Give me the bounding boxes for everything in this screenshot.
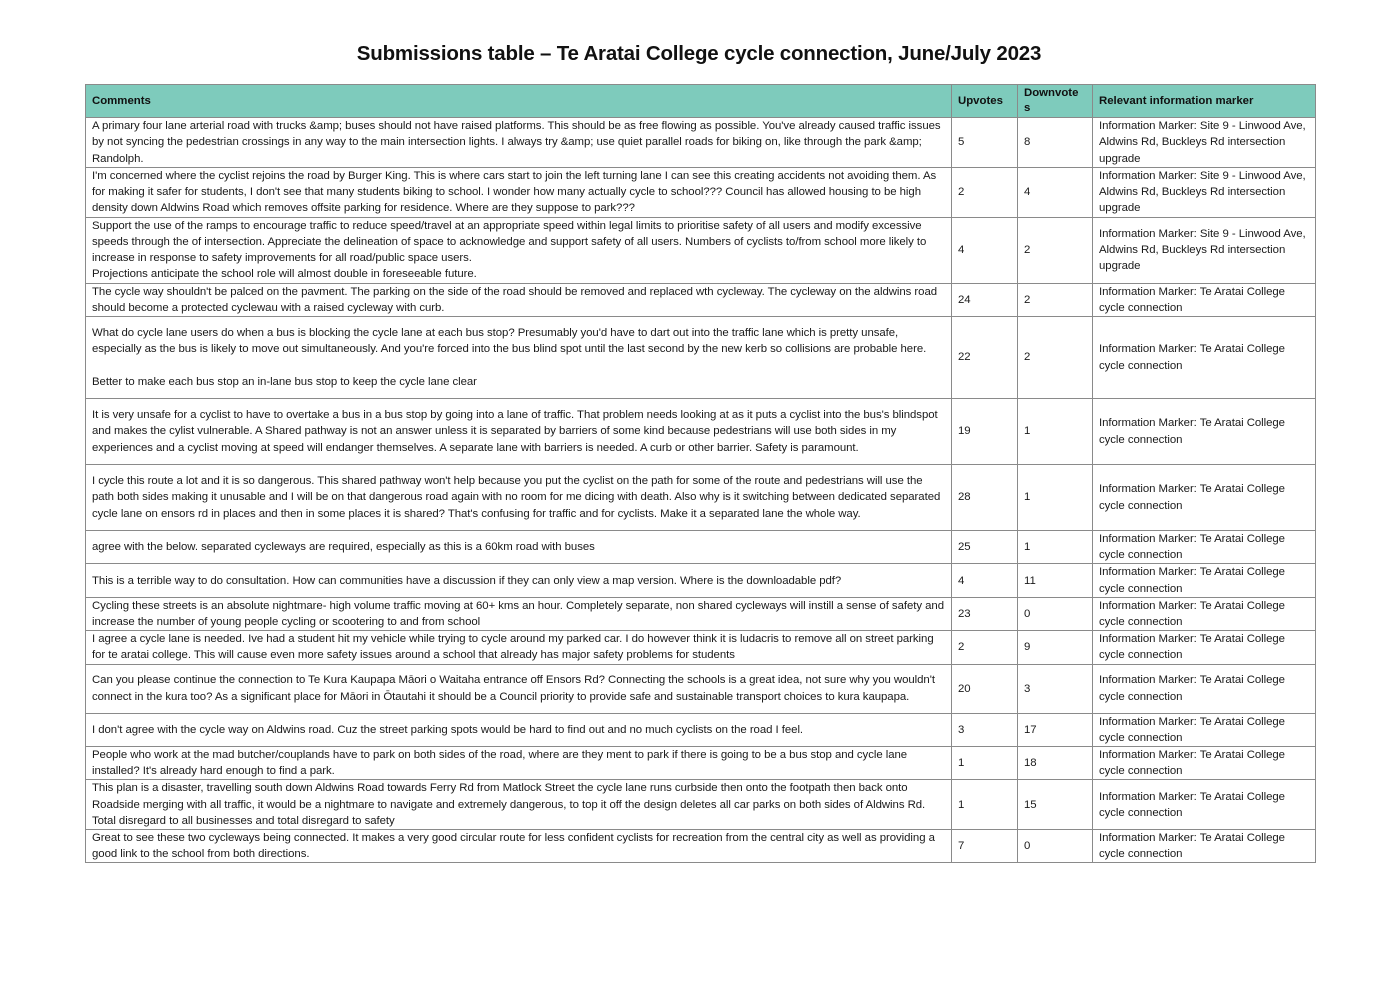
- comment-cell: I don't agree with the cycle way on Aldwins road. Cuz the street parking spots would be hard to find out and no much cyclists on the road I feel.: [86, 713, 952, 746]
- marker-cell: Information Marker: Te Aratai College cycle connection: [1093, 317, 1316, 399]
- marker-cell: Information Marker: Te Aratai College cycle connection: [1093, 631, 1316, 664]
- header-upvotes: Upvotes: [952, 85, 1018, 118]
- table-row: [86, 780, 1316, 830]
- table-row: [86, 399, 1316, 465]
- marker-cell: Information Marker: Site 9 - Linwood Ave, Aldwins Rd, Buckleys Rd intersection upgrade: [1093, 118, 1316, 168]
- page-title: Submissions table – Te Aratai College cycle connection, June/July 2023: [356, 42, 1042, 65]
- marker-cell: Information Marker: Te Aratai College cycle connection: [1093, 664, 1316, 713]
- comment-cell: This plan is a disaster, travelling south down Aldwins Road towards Ferry Rd from Matlock Street the cycle lane runs curbside then onto the footpath then back onto Roadside merging with all traffic, it would be a nightmare to navigate and extremely dangerous, to top it off the design deletes all car parks on both sides of Aldwins Rd. Total disregard to all businesses and total disregard to safety: [86, 780, 952, 830]
- table-row: [86, 713, 1316, 746]
- comment-cell: Support the use of the ramps to encourage traffic to reduce speed/travel at an appropriate speed within legal limits to prioritise safety of all users and modify excessive speeds through the of intersection. Appreciate the delineation of space to acknowledge and support safety of all users. Numbers of cyclists to/from school more likely to increase in response to safety improvements for all road/public space users. Projections anticipate the school role will almost double in foreseeable future.: [86, 217, 952, 283]
- table-row: [86, 531, 1316, 564]
- downvotes-cell: 2: [1018, 283, 1093, 316]
- comment-cell: Can you please continue the connection to Te Kura Kaupapa Māori o Waitaha entrance off Ensors Rd? Connecting the schools is a great idea, not sure why you wouldn't connect in the kura too? As a significant place for Māori in Ōtautahi it should be a Council priority to provide safe and sustainable transport choices to kura kaupapa.: [86, 664, 952, 713]
- table-header-row: [86, 85, 1316, 118]
- table-row: [86, 747, 1316, 780]
- comment-cell: A primary four lane arterial road with trucks &amp; buses should not have raised platforms. This should be as free flowing as possible. You've already caused traffic issues by not syncing the pedestrian crossings in any way to the main intersection lights. I always try &amp; use quiet parallel roads for biking on, like through the park &amp; Randolph.: [86, 118, 952, 168]
- comment-cell: Cycling these streets is an absolute nightmare- high volume traffic moving at 60+ kms an hour. Completely separate, non shared cycleways will instill a sense of safety and increase the number of young people cycling or scootering to and from school: [86, 597, 952, 630]
- table-row: [86, 118, 1316, 168]
- header-downvotes: Downvote s: [1018, 85, 1093, 118]
- header-marker: Relevant information marker: [1093, 85, 1316, 118]
- table-row: [86, 597, 1316, 630]
- upvotes-cell: 23: [952, 597, 1018, 630]
- comment-cell: I agree a cycle lane is needed. Ive had a student hit my vehicle while trying to cycle around my parked car. I do however think it is ludacris to remove all on street parking for te aratai college. This will cause even more safety issues around a school that already has major safety problems for students: [86, 631, 952, 664]
- comment-cell: agree with the below. separated cycleways are required, especially as this is a 60km road with buses: [86, 531, 952, 564]
- downvotes-cell: 0: [1018, 830, 1093, 863]
- comment-cell: I cycle this route a lot and it is so dangerous. This shared pathway won't help because you put the cyclist on the path for some of the route and pedestrians will use the path both sides making it unusable and I will be on that dangerous road again with no room for me dicing with death. Also why is it switching between dedicated separated cycle lane on ensors rd in places and then in some places it is shared? That's confusing for traffic and for cyclists. Make it a separated lane the whole way.: [86, 465, 952, 531]
- upvotes-cell: 24: [952, 283, 1018, 316]
- marker-cell: Information Marker: Site 9 - Linwood Ave, Aldwins Rd, Buckleys Rd intersection upgrade: [1093, 217, 1316, 283]
- downvotes-cell: 1: [1018, 531, 1093, 564]
- downvotes-cell: 2: [1018, 317, 1093, 399]
- marker-cell: Information Marker: Te Aratai College cycle connection: [1093, 465, 1316, 531]
- comment-cell: The cycle way shouldn't be palced on the pavment. The parking on the side of the road should be removed and replaced wth cycleway. The cycleway on the aldwins road should become a protected cyclewau with a raised cycleway with curb.: [86, 283, 952, 316]
- downvotes-cell: 3: [1018, 664, 1093, 713]
- upvotes-cell: 2: [952, 168, 1018, 218]
- upvotes-cell: 25: [952, 531, 1018, 564]
- downvotes-cell: 0: [1018, 597, 1093, 630]
- marker-cell: Information Marker: Te Aratai College cycle connection: [1093, 531, 1316, 564]
- downvotes-cell: 15: [1018, 780, 1093, 830]
- marker-cell: Information Marker: Te Aratai College cycle connection: [1093, 283, 1316, 316]
- table-row: [86, 830, 1316, 863]
- table-row: [86, 465, 1316, 531]
- marker-cell: Information Marker: Te Aratai College cycle connection: [1093, 564, 1316, 597]
- downvotes-cell: 17: [1018, 713, 1093, 746]
- downvotes-cell: 9: [1018, 631, 1093, 664]
- comment-cell: What do cycle lane users do when a bus is blocking the cycle lane at each bus stop? Presumably you'd have to dart out into the traffic lane which is pretty unsafe, especially as the bus is likely to move out simultaneously. And you're forced into the bus blind spot until the last second by the new kerb so collisions are probable here. Better to make each bus stop an in-lane bus stop to keep the cycle lane clear: [86, 317, 952, 399]
- marker-cell: Information Marker: Te Aratai College cycle connection: [1093, 713, 1316, 746]
- table-row: [86, 168, 1316, 218]
- marker-cell: Information Marker: Te Aratai College cycle connection: [1093, 780, 1316, 830]
- marker-cell: Information Marker: Te Aratai College cycle connection: [1093, 747, 1316, 780]
- upvotes-cell: 4: [952, 217, 1018, 283]
- submissions-table: [85, 84, 1316, 863]
- table-row: [86, 217, 1316, 283]
- comment-cell: I'm concerned where the cyclist rejoins the road by Burger King. This is where cars start to join the left turning lane I can see this creating accidents not avoiding them. As for making it safer for students, I don't see that many students biking to school. I wonder how many actually cycle to school??? Council has allowed housing to be high density down Aldwins Road which removes offsite parking for residence. Where are they suppose to park???: [86, 168, 952, 218]
- table-row: [86, 283, 1316, 316]
- upvotes-cell: 3: [952, 713, 1018, 746]
- downvotes-cell: 8: [1018, 118, 1093, 168]
- upvotes-cell: 7: [952, 830, 1018, 863]
- comment-cell: Great to see these two cycleways being connected. It makes a very good circular route for less confident cyclists for recreation from the central city as well as providing a good link to the school from both directions.: [86, 830, 952, 863]
- marker-cell: Information Marker: Te Aratai College cycle connection: [1093, 597, 1316, 630]
- upvotes-cell: 20: [952, 664, 1018, 713]
- marker-cell: Information Marker: Te Aratai College cycle connection: [1093, 830, 1316, 863]
- upvotes-cell: 4: [952, 564, 1018, 597]
- table-row: [86, 631, 1316, 664]
- downvotes-cell: 18: [1018, 747, 1093, 780]
- upvotes-cell: 28: [952, 465, 1018, 531]
- marker-cell: Information Marker: Te Aratai College cycle connection: [1093, 399, 1316, 465]
- marker-cell: Information Marker: Site 9 - Linwood Ave, Aldwins Rd, Buckleys Rd intersection upgrade: [1093, 168, 1316, 218]
- comment-cell: People who work at the mad butcher/couplands have to park on both sides of the road, where are they ment to park if there is going to be a bus stop and cycle lane installed? It's already hard enough to find a park.: [86, 747, 952, 780]
- downvotes-cell: 1: [1018, 465, 1093, 531]
- upvotes-cell: 2: [952, 631, 1018, 664]
- header-comments: Comments: [86, 85, 952, 118]
- upvotes-cell: 19: [952, 399, 1018, 465]
- table-row: [86, 317, 1316, 399]
- upvotes-cell: 5: [952, 118, 1018, 168]
- upvotes-cell: 22: [952, 317, 1018, 399]
- upvotes-cell: 1: [952, 747, 1018, 780]
- downvotes-cell: 1: [1018, 399, 1093, 465]
- downvotes-cell: 4: [1018, 168, 1093, 218]
- comment-cell: It is very unsafe for a cyclist to have to overtake a bus in a bus stop by going into a lane of traffic. That problem needs looking at as it puts a cyclist into the bus's blindspot and makes the cylist vulnerable. A Shared pathway is not an answer unless it is separated by barriers of some kind because pedestrians will use both sides in my experiences and a cyclist moving at speed will endanger themselves. A separate lane with barriers is needed. A curb or other barrier. Safety is paramount.: [86, 399, 952, 465]
- comment-cell: This is a terrible way to do consultation. How can communities have a discussion if they can only view a map version. Where is the downloadable pdf?: [86, 564, 952, 597]
- upvotes-cell: 1: [952, 780, 1018, 830]
- table-row: [86, 564, 1316, 597]
- downvotes-cell: 2: [1018, 217, 1093, 283]
- table-row: [86, 664, 1316, 713]
- downvotes-cell: 11: [1018, 564, 1093, 597]
